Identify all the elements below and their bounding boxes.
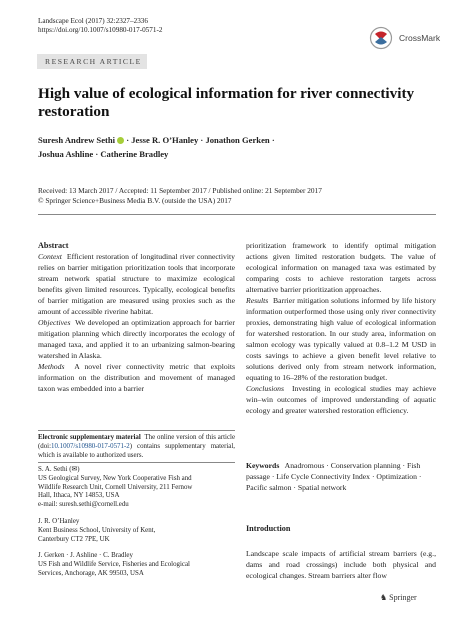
abstract-results: Results Barrier mitigation solutions informed by life history information outperformed those using only river connectivity proxies, demonstrating high value of ecological information for watershed restoration. In our study area, information on salmon ecology was typically valued at 0.8–1.2 M USD in costs savings to achieve a given benefit level relative to solutions derived only from stream network information, equating to 16–28% of the restoration budget. xyxy=(246,296,436,382)
author-first[interactable]: Suresh Andrew Sethi xyxy=(38,135,116,145)
keywords-label: Keywords xyxy=(246,461,280,470)
divider xyxy=(38,214,436,215)
author-email[interactable]: e-mail: suresh.sethi@cornell.edu xyxy=(38,501,129,509)
abstract-left xyxy=(38,240,235,394)
doi-link[interactable]: https://doi.org/10.1007/s10980-017-0571-2 xyxy=(38,26,163,34)
footnote-divider xyxy=(38,430,235,431)
copyright-line: © Springer Science+Business Media B.V. (outside the USA) 2017 xyxy=(38,196,232,205)
authors-line-2: Joshua Ashline · Catherine Bradley xyxy=(38,149,169,159)
authors-rest: · Jesse R. O’Hanley · Jonathon Gerken · xyxy=(124,135,275,145)
abstract-conclusions: Conclusions Investing in ecological studies may achieve win–win outcomes of improved understanding of aquatic ecology and greater watershed restoration efficiency. xyxy=(246,384,437,415)
publisher-name: Springer xyxy=(389,593,417,602)
keywords-list: Anadromous · Conservation planning · Fish passage · Life Cycle Connectivity Index · Optimization · Pacific salmon · Spatial network xyxy=(246,461,422,492)
article-type-banner xyxy=(37,54,147,69)
crossmark-badge[interactable] xyxy=(369,26,441,50)
abstract-heading: Abstract xyxy=(38,241,69,250)
journal-citation: Landscape Ecol (2017) 32:2327–2336 xyxy=(38,17,148,25)
author-list xyxy=(38,133,438,161)
dates-line: Received: 13 March 2017 / Accepted: 11 September 2017 / Published online: 21 September 2017 xyxy=(38,186,322,195)
affiliations xyxy=(38,466,235,579)
article-dates xyxy=(38,186,438,206)
introduction-heading: Introduction xyxy=(246,524,291,533)
article-type-label: RESEARCH ARTICLE xyxy=(45,57,142,66)
supplementary-note: Electronic supplementary material The online version of this article (doi:10.1007/s10980-017-0571-2) contains supplementary material, which is available to authorized users. xyxy=(38,434,235,460)
introduction-text: Landscape scale impacts of artificial stream barriers (e.g., dams and road crossings) include both physical and ecological changes. Stream barriers alter flow xyxy=(246,549,436,580)
orcid-icon[interactable] xyxy=(117,137,124,144)
abstract-right xyxy=(246,240,436,416)
abstract-objectives: Objectives We developed an optimization approach for barrier mitigation planning which directly incorporates the ecology of managed taxa, and applied it to an urbanizing salmon-bearing watershed in Alaska. xyxy=(38,318,235,360)
publisher-logo xyxy=(380,593,417,602)
affiliation-divider xyxy=(38,462,235,463)
affiliation-2: J. R. O’Hanley Kent Business School, University of Kent, Canterbury CT2 7PE, UK xyxy=(38,517,156,543)
abstract-methods: Methods A novel river connectivity metric that exploits information on the distribution and movement of managed taxon was embedded into a barrier xyxy=(38,362,235,393)
abstract-methods-cont: prioritization framework to identify optimal mitigation actions given limited restoration budgets. The value of ecological information on managed taxa was estimated by comparing costs to achieve restoration targets across alternative barrier prioritization approaches. xyxy=(246,241,436,294)
springer-icon: ♞ xyxy=(380,593,388,602)
abstract-context: Context Efficient restoration of longitudinal river connectivity relies on barrier mitigation prioritization tools that incorporate stream network spatial structure to maximize ecological benefits given limited resources. Typically, ecological benefits of barrier mitigation are measured using proxies such as the amount of accessible riverine habitat. xyxy=(38,252,235,316)
affiliation-3: J. Gerken · J. Ashline · C. Bradley US Fish and Wildlife Service, Fisheries and Ecological Services, Anchorage, AK 99503, USA xyxy=(38,552,190,577)
supplementary-doi-link[interactable]: 10.1007/s10980-017-0571-2 xyxy=(51,443,130,451)
crossmark-label: CrossMark xyxy=(399,33,441,43)
affiliation-1: S. A. Sethi (✉) US Geological Survey, New York Cooperative Fish and Wildlife Research Unit, Cornell University, 211 Fernow Hall, Ithaca, NY 14853, USA e-mail: suresh.sethi@cornell.edu xyxy=(38,466,235,510)
keywords xyxy=(246,460,436,493)
crossmark-icon xyxy=(369,26,395,50)
article-title: High value of ecological information for river connectivity restoration xyxy=(38,85,415,120)
